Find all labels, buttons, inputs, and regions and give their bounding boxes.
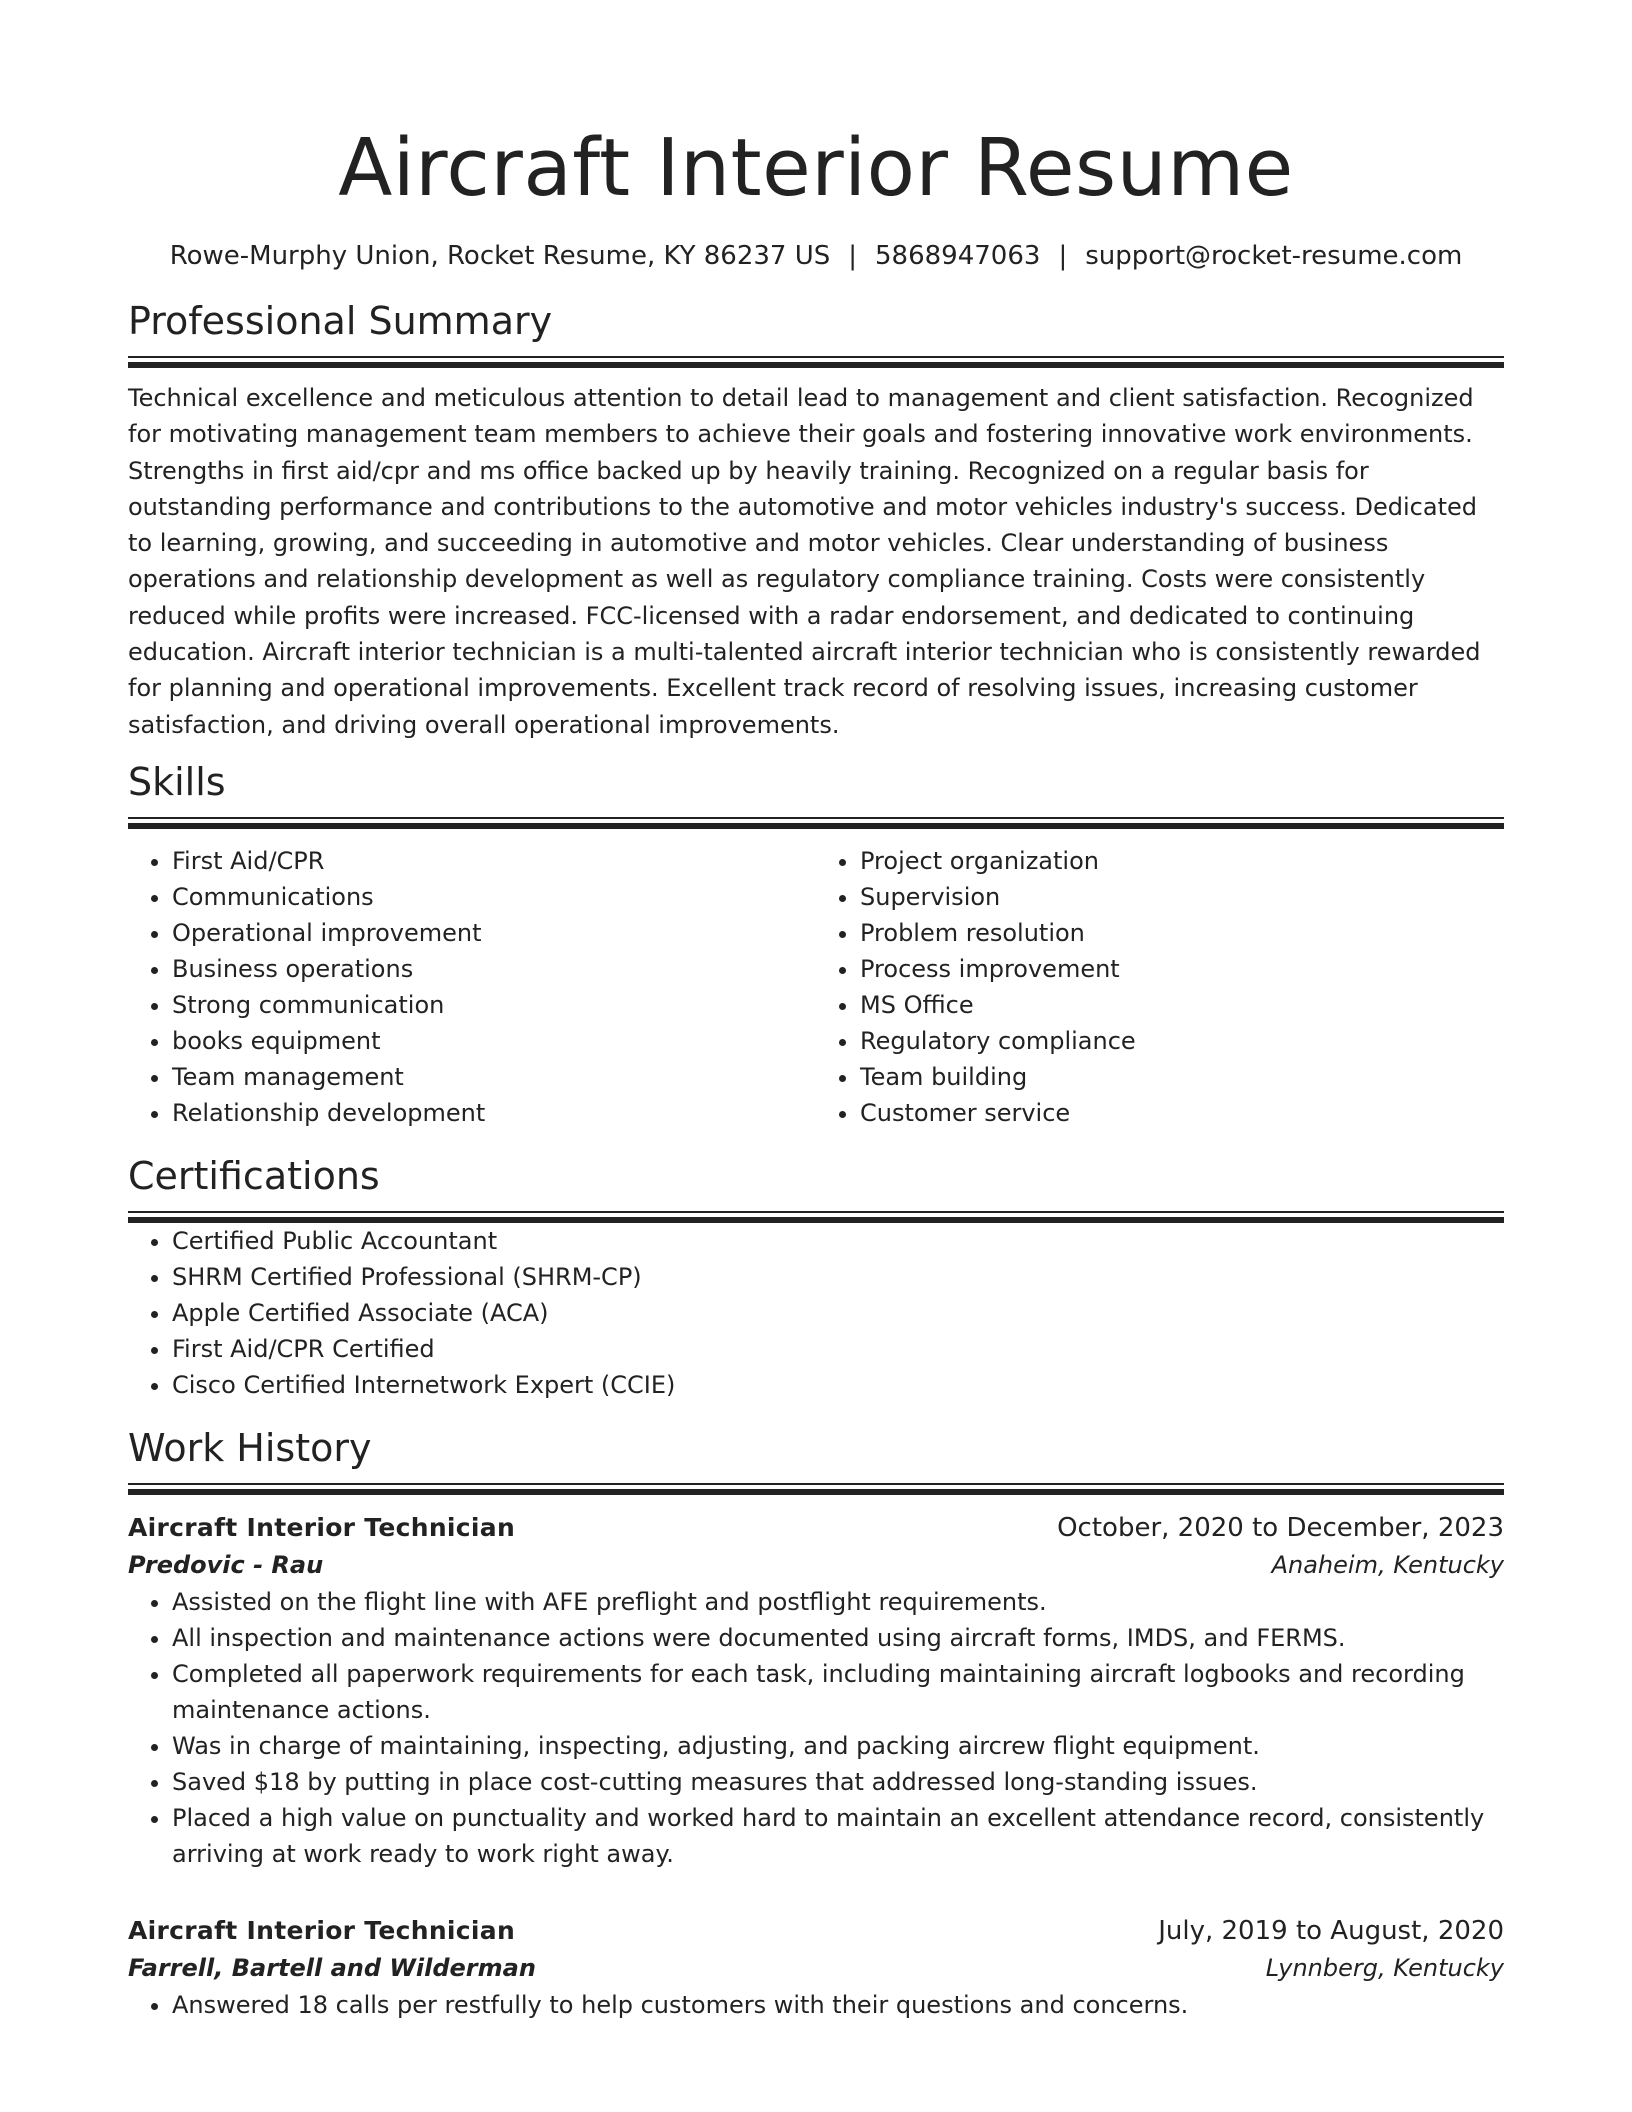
summary-heading: Professional Summary xyxy=(128,299,553,343)
skill-item: • Business operations xyxy=(172,951,816,987)
skill-item: • Relationship development xyxy=(172,1095,816,1131)
contact-line xyxy=(128,238,1504,274)
job-duty-item: • Saved $18 by putting in place cost-cutting measures that addressed long-standing issues. xyxy=(172,1764,1504,1800)
skills-grid xyxy=(128,843,1504,1131)
certifications-section xyxy=(128,1151,1504,1403)
job-company-row xyxy=(128,1547,1504,1584)
section-divider xyxy=(128,1483,1504,1495)
work-history-section xyxy=(128,1423,1504,2023)
skill-item: • Communications xyxy=(172,879,816,915)
skill-item: • Strong communication xyxy=(172,987,816,1023)
job-entry xyxy=(128,1509,1504,1872)
job-location: Anaheim, Kentucky xyxy=(1271,1550,1504,1579)
job-duty-item: • Assisted on the flight line with AFE preflight and postflight requirements. xyxy=(172,1584,1504,1620)
skills-column-left xyxy=(128,843,816,1131)
job-dates: July, 2019 to August, 2020 xyxy=(1158,1915,1504,1946)
section-divider xyxy=(128,1211,1504,1223)
skill-item: • Regulatory compliance xyxy=(860,1023,1504,1059)
job-duties-list xyxy=(128,1987,1504,2023)
job-duty-item: • Placed a high value on punctuality and worked hard to maintain an excellent attendance record, consistently arriving at work ready to work right away. xyxy=(172,1800,1504,1872)
certification-item: • SHRM Certified Professional (SHRM-CP) xyxy=(172,1259,1504,1295)
job-header-row xyxy=(128,1912,1504,1950)
contact-phone: 5868947063 xyxy=(875,241,1041,271)
skill-item: • Operational improvement xyxy=(172,915,816,951)
skill-item: • Team building xyxy=(860,1059,1504,1095)
job-duty-item: • Completed all paperwork requirements for each task, including maintaining aircraft logbooks and recording maintenance actions. xyxy=(172,1656,1504,1728)
summary-section xyxy=(128,296,1504,743)
skills-section xyxy=(128,757,1504,1131)
skill-item: • Team management xyxy=(172,1059,816,1095)
skill-item: • books equipment xyxy=(172,1023,816,1059)
contact-separator: | xyxy=(1058,241,1068,271)
skill-item: • MS Office xyxy=(860,987,1504,1023)
job-location: Lynnberg, Kentucky xyxy=(1265,1953,1504,1982)
certification-item: • Cisco Certified Internetwork Expert (CCIE) xyxy=(172,1367,1504,1403)
section-divider xyxy=(128,817,1504,829)
contact-separator: | xyxy=(848,241,858,271)
skill-item: • Customer service xyxy=(860,1095,1504,1131)
section-divider xyxy=(128,356,1504,368)
job-header-row xyxy=(128,1509,1504,1547)
job-title: Aircraft Interior Technician xyxy=(128,1512,516,1542)
summary-text: Technical excellence and meticulous attention to detail lead to management and client satisfaction. Recognized for motivating management team members to achieve their goals and fostering innovative work environments. Strengths in first aid/cpr and ms office backed up by heavily training. Recognized on a regular basis for outstanding performance and contributions to the automotive and motor vehicles industry's success. Dedicated to learning, growing, and succeeding in automotive and motor vehicles. Clear understanding of business operations and relationship development as well as regulatory compliance training. Costs were consistently reduced while profits were increased. FCC-licensed with a radar endorsement, and dedicated to continuing education. Aircraft interior technician is a multi-talented aircraft interior technician who is consistently rewarded for planning and operational improvements. Excellent track record of resolving issues, increasing customer satisfaction, and driving overall operational improvements. xyxy=(128,384,1481,739)
resume-title: Aircraft Interior Resume xyxy=(338,122,1294,214)
job-duty-item: • Answered 18 calls per restfully to help customers with their questions and concerns. xyxy=(172,1987,1504,2023)
contact-email[interactable]: support@rocket-resume.com xyxy=(1085,241,1463,271)
skills-list-left xyxy=(128,843,816,1131)
skills-column-right xyxy=(816,843,1504,1131)
job-duty-item: • All inspection and maintenance actions were documented using aircraft forms, IMDS, and FERMS. xyxy=(172,1620,1504,1656)
job-company: Farrell, Bartell and Wilderman xyxy=(128,1953,536,1982)
job-company-row xyxy=(128,1950,1504,1987)
job-duties-list xyxy=(128,1584,1504,1872)
skill-item: • Process improvement xyxy=(860,951,1504,987)
job-entry xyxy=(128,1912,1504,2023)
job-duty-item: • Was in charge of maintaining, inspecting, adjusting, and packing aircrew flight equipment. xyxy=(172,1728,1504,1764)
skills-list-right xyxy=(816,843,1504,1131)
skill-item: • First Aid/CPR xyxy=(172,843,816,879)
skill-item: • Supervision xyxy=(860,879,1504,915)
contact-address: Rowe-Murphy Union, Rocket Resume, KY 86237 US xyxy=(169,241,831,271)
certifications-heading: Certifications xyxy=(128,1153,380,1198)
job-dates: October, 2020 to December, 2023 xyxy=(1057,1512,1504,1543)
certification-item: • Apple Certified Associate (ACA) xyxy=(172,1295,1504,1331)
certification-item: • Certified Public Accountant xyxy=(172,1223,1504,1259)
skills-heading: Skills xyxy=(128,759,226,804)
skill-item: • Project organization xyxy=(860,843,1504,879)
work-history-heading: Work History xyxy=(128,1425,372,1470)
skill-item: • Problem resolution xyxy=(860,915,1504,951)
certification-item: • First Aid/CPR Certified xyxy=(172,1331,1504,1367)
certifications-list xyxy=(128,1223,1504,1403)
job-company: Predovic - Rau xyxy=(128,1550,324,1579)
job-title: Aircraft Interior Technician xyxy=(128,1915,516,1945)
